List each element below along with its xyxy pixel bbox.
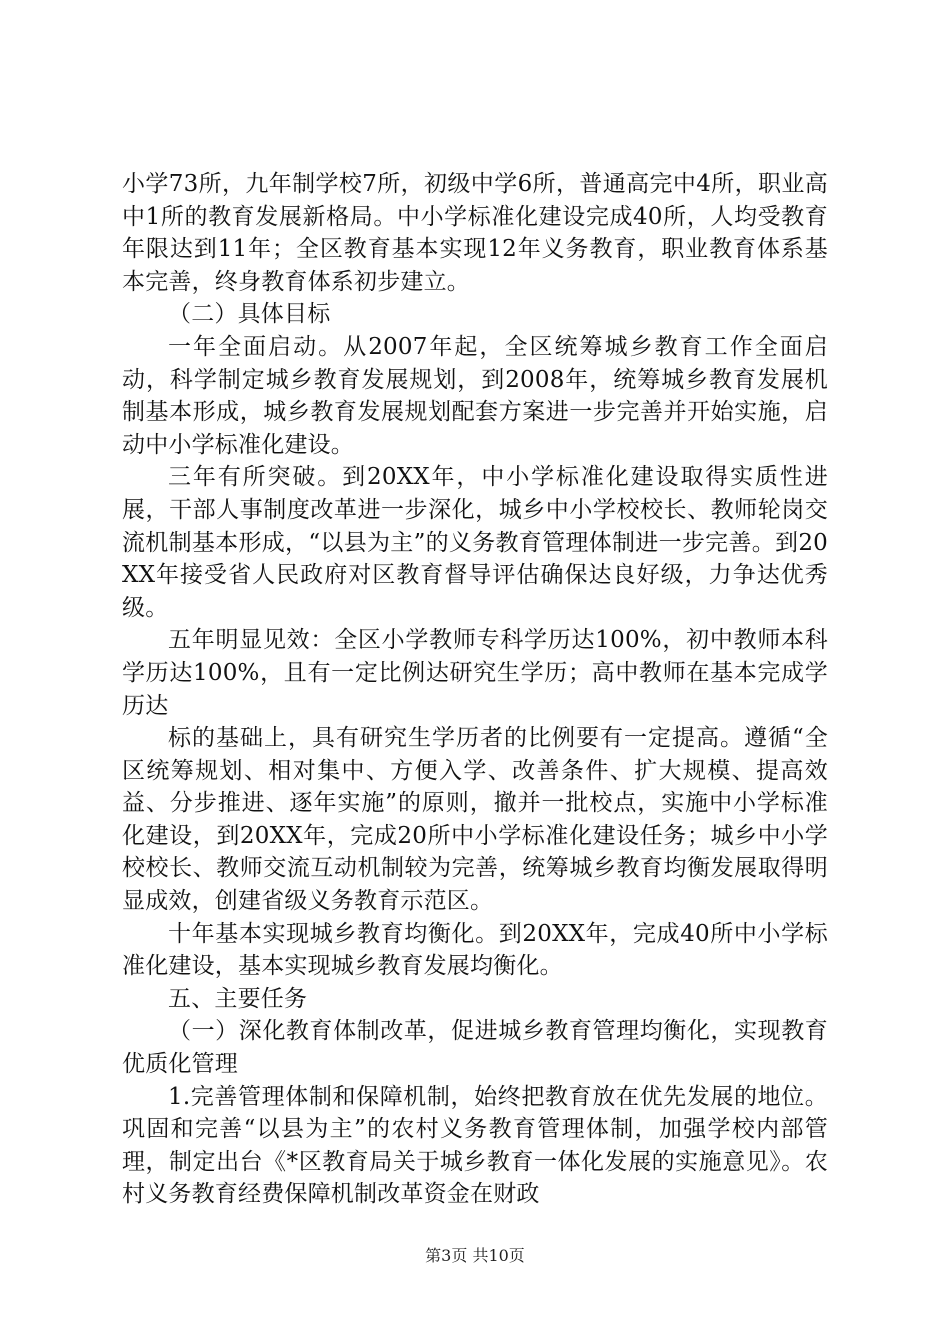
paragraph-management-system: 1.完善管理体制和保障机制，始终把教育放在优先发展的地位。巩固和完善“以县为主”的农村义务教育管理体制，加强学校内部管理，制定出台《*区教育局关于城乡教育一体化发展的实施意见》。农村义务教育经费保障机制改革资金在财政	[122, 1083, 828, 1208]
section-heading-specific-goals: （二）具体目标	[168, 301, 331, 328]
paragraph-standard-basis: 标的基础上，具有研究生学历者的比例要有一定提高。遵循“全区统筹规划、相对集中、方便入学、改善条件、扩大规模、提高效益、分步推进、逐年实施”的原则，撤并一批校点，实施中小学标准化建设，到20XX年，完成20所中小学标准化建设任务；城乡中小学校校长、教师交流互动机制较为完善，统筹城乡教育均衡发展取得明显成效，创建省级义务教育示范区。	[122, 725, 828, 915]
page-footer: 第3页 共10页	[425, 1246, 525, 1265]
paragraph-three-years: 三年有所突破。到20XX年，中小学标准化建设取得实质性进展，干部人事制度改革进一步深化，城乡中小学校校长、教师轮岗交流机制基本形成，“以县为主”的义务教育管理体制进一步完善。到20XX年接受省人民政府对区教育督导评估确保达良好级，力争达优秀级。	[122, 464, 828, 621]
section-heading-main-tasks: 五、主要任务	[168, 985, 308, 1012]
document-body	[122, 168, 828, 1211]
paragraph-five-years: 五年明显见效：全区小学教师专科学历达100%，初中教师本科学历达100%，且有一定比例达研究生学历；高中教师在基本完成学历达	[122, 627, 828, 719]
paragraph-ten-years: 十年基本实现城乡教育均衡化。到20XX年，完成40所中小学标准化建设，基本实现城乡教育发展均衡化。	[122, 920, 828, 980]
paragraph-one-year: 一年全面启动。从2007年起，全区统筹城乡教育工作全面启动，科学制定城乡教育发展规划，到2008年，统筹城乡教育发展机制基本形成，城乡教育发展规划配套方案进一步完善并开始实施，启动中小学标准化建设。	[122, 333, 828, 458]
subsection-heading-reform: （一）深化教育体制改革，促进城乡教育管理均衡化，实现教育优质化管理	[122, 1018, 828, 1078]
paragraph-continuation: 小学73所，九年制学校7所，初级中学6所，普通高完中4所，职业高中1所的教育发展新格局。中小学标准化建设完成40所，人均受教育年限达到11年；全区教育基本实现12年义务教育，职业教育体系基本完善，终身教育体系初步建立。	[122, 171, 828, 295]
